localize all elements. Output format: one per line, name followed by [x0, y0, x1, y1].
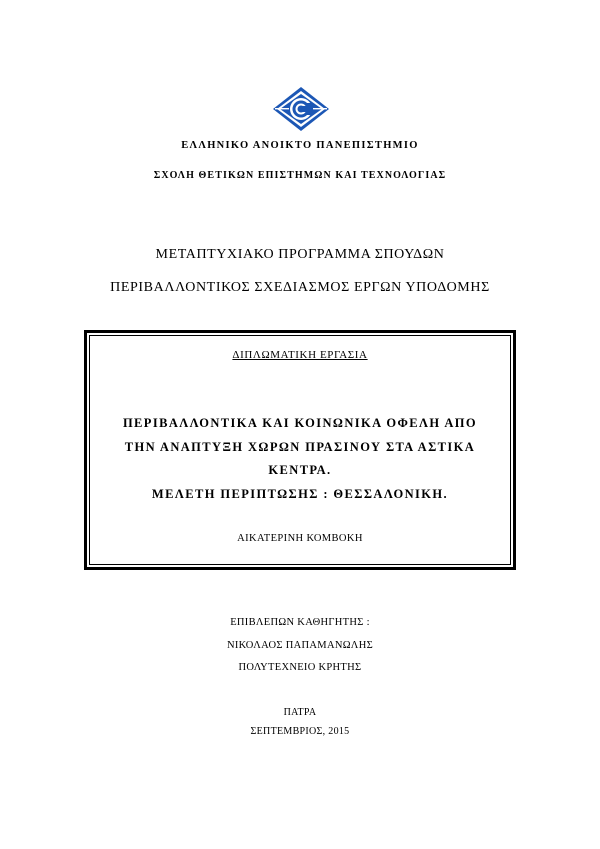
thesis-title-line: ΤΗΝ ΑΝΑΠΤΥΞΗ ΧΩΡΩΝ ΠΡΑΣΙΝΟΥ ΣΤΑ ΑΣΤΙΚΑ — [124, 439, 476, 454]
author-name: ΑΙΚΑΤΕΡΙΝΗ ΚΟΜΒΟΚΗ — [237, 533, 363, 544]
thesis-title-line: ΜΕΛΕΤΗ ΠΕΡΙΠΤΩΣΗΣ : ΘΕΣΣΑΛΟΝΙΚΗ. — [151, 486, 449, 501]
school-name: ΣΧΟΛΗ ΘΕΤΙΚΩΝ ΕΠΙΣΤΗΜΩΝ ΚΑΙ ΤΕΧΝΟΛΟΓΙΑΣ — [153, 170, 447, 181]
program-name: ΜΕΤΑΠΤΥΧΙΑΚΟ ΠΡΟΓΡΑΜΜΑ ΣΠΟΥΔΩΝ — [155, 247, 445, 262]
thesis-type-heading: ΔΙΠΛΩΜΑΤΙΚΗ ΕΡΓΑΣΙΑ — [232, 349, 368, 361]
supervisor-institution: ΠΟΛΥΤΕΧΝΕΙΟ ΚΡΗΤΗΣ — [238, 662, 362, 673]
thesis-title — [87, 412, 513, 506]
supervisor-label: ΕΠΙΒΛΕΠΩΝ ΚΑΘΗΓΗΤΗΣ : — [230, 617, 370, 628]
thesis-title-box — [84, 330, 516, 570]
university-name: ΕΛΛΗΝΙΚΟ ΑΝΟΙΚΤΟ ΠΑΝΕΠΙΣΤΗΜΙΟ — [181, 140, 419, 151]
supervisor-name: ΝΙΚΟΛΑΟΣ ΠΑΠΑΜΑΝΩΛΗΣ — [226, 640, 374, 651]
date: ΣΕΠΤΕΜΒΡΙΟΣ, 2015 — [250, 726, 350, 737]
city: ΠΑΤΡΑ — [283, 707, 317, 718]
thesis-title-line: ΚΕΝΤΡΑ. — [268, 463, 332, 477]
thesis-title-line: ΠΕΡΙΒΑΛΛΟΝΤΙΚΑ ΚΑΙ ΚΟΙΝΩΝΙΚΑ ΟΦΕΛΗ ΑΠΟ — [122, 416, 478, 430]
university-logo-icon — [272, 86, 330, 132]
program-subtitle: ΠΕΡΙΒΑΛΛΟΝΤΙΚΟΣ ΣΧΕΔΙΑΣΜΟΣ ΕΡΓΩΝ ΥΠΟΔΟΜΗΣ — [110, 280, 490, 295]
